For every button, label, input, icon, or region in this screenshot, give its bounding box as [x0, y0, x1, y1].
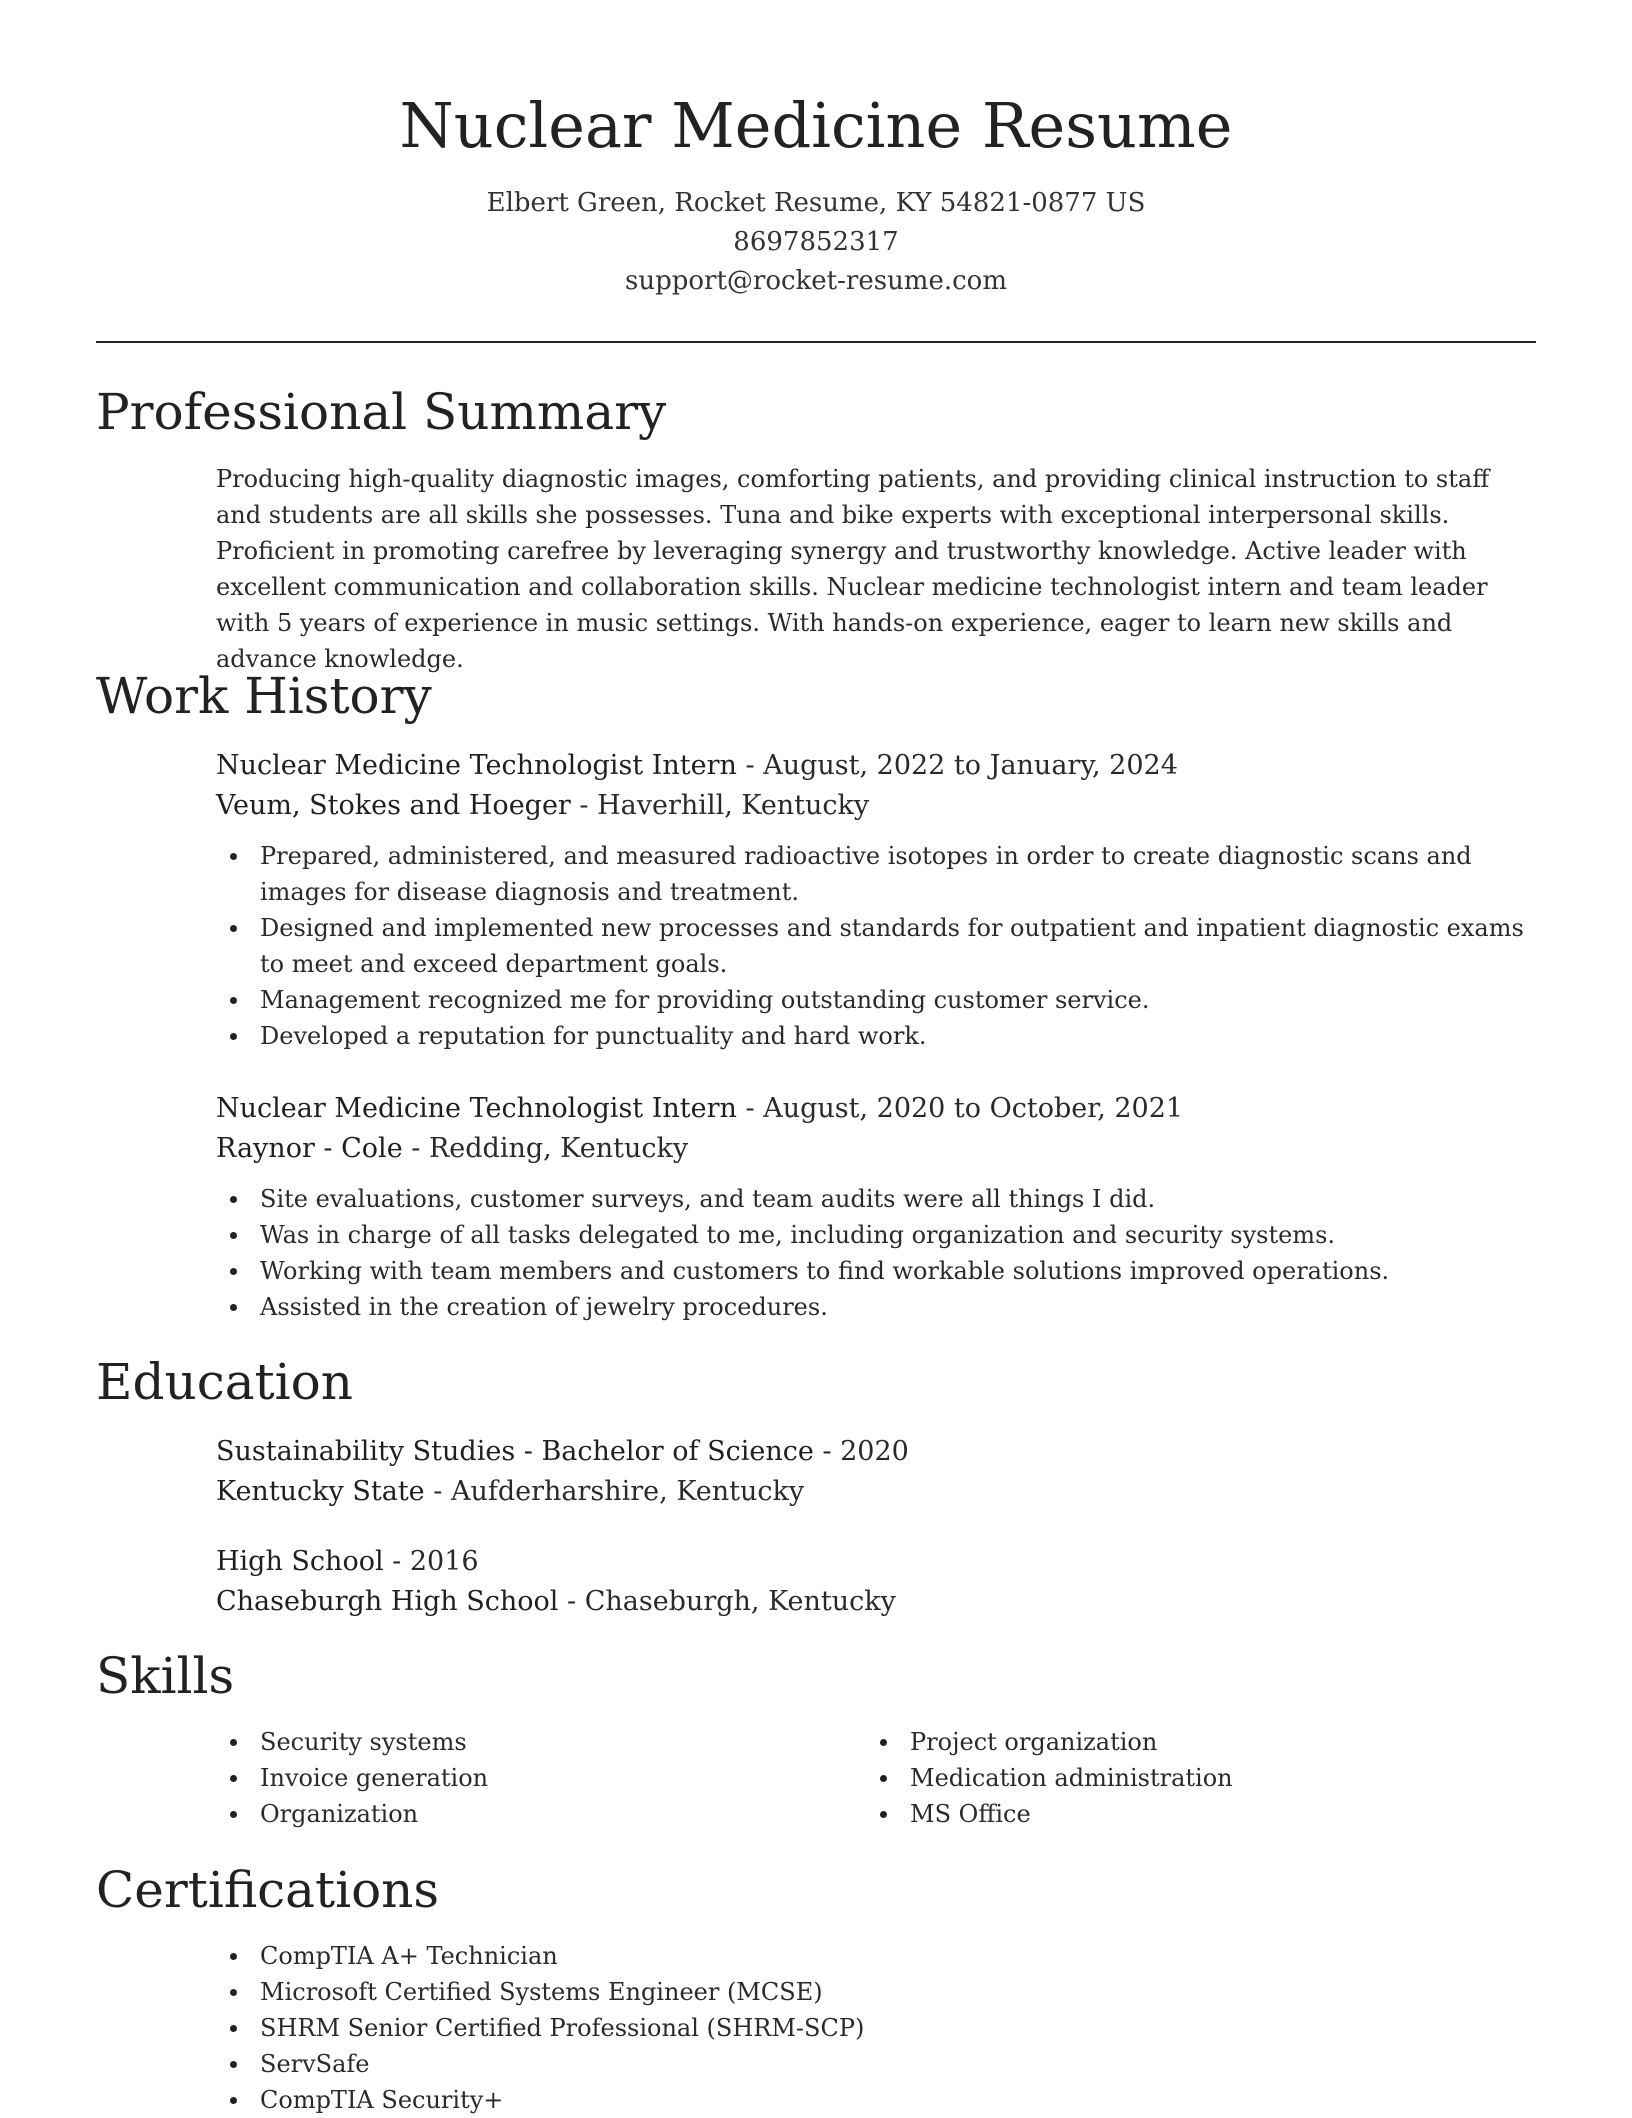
list-item: Project organization	[866, 1724, 1516, 1760]
education-school-line	[216, 1472, 1536, 1512]
list-item: Security systems	[216, 1724, 866, 1760]
contact-address: Elbert Green, Rocket Resume, KY 54821-0877 US	[486, 188, 1146, 218]
certifications-list	[216, 1938, 1536, 2118]
work-history-heading: Work History	[96, 667, 432, 725]
summary-text: Producing high-quality diagnostic images, comforting patients, and providing clinical instruction to staff and students are all skills she possesses. Tuna and bike experts with exceptional interpersonal skills. Proficient in promoting carefree by leveraging synergy and trustworthy knowledge. Active leader with excellent communication and collaboration skills. Nuclear medicine technologist intern and team leader with 5 years of experience in music settings. With hands-on experience, eager to learn new skills and advance knowledge.	[216, 465, 1490, 673]
education-school: Kentucky State	[216, 1476, 425, 1507]
list-item: Medication administration	[866, 1760, 1516, 1796]
skills-list	[216, 1724, 1536, 1832]
education-location: - Chaseburgh, Kentucky	[558, 1586, 896, 1617]
skills-column-right	[866, 1724, 1516, 1832]
job-entry	[216, 746, 1536, 1054]
list-item: Site evaluations, customer surveys, and team audits were all things I did.	[216, 1181, 1536, 1217]
list-item: Working with team members and customers to find workable solutions improved operations.	[216, 1253, 1536, 1289]
education-heading: Education	[96, 1353, 353, 1411]
list-item: Microsoft Certified Systems Engineer (MCSE)	[216, 1974, 1536, 2010]
education-year: - 2020	[813, 1436, 909, 1467]
list-item: Assisted in the creation of jewelry procedures.	[216, 1289, 1536, 1325]
list-item: Invoice generation	[216, 1760, 866, 1796]
education-school-line	[216, 1582, 1536, 1622]
job-employer	[216, 1129, 1536, 1169]
header-divider	[96, 341, 1536, 343]
job-location: - Haverhill, Kentucky	[570, 790, 870, 821]
education-location: - Aufderharshire, Kentucky	[424, 1476, 805, 1507]
skills-grid	[216, 1724, 1536, 1832]
certifications-heading: Certifications	[96, 1861, 440, 1919]
job-title: Nuclear Medicine Technologist Intern	[216, 750, 737, 781]
job-heading	[216, 746, 1536, 786]
list-item: SHRM Senior Certified Professional (SHRM-SCP)	[216, 2010, 1536, 2046]
education-degree: Sustainability Studies - Bachelor of Science	[216, 1436, 814, 1467]
job-dates: - August, 2020 to October, 2021	[736, 1093, 1184, 1124]
list-item: CompTIA Security+	[216, 2082, 1536, 2118]
job-heading	[216, 1089, 1536, 1129]
education-degree: High School	[216, 1546, 384, 1577]
summary-heading: Professional Summary	[96, 383, 667, 441]
job-entry	[216, 1089, 1536, 1325]
list-item: Organization	[216, 1796, 866, 1832]
list-item: Prepared, administered, and measured radioactive isotopes in order to create diagnostic scans and images for disease diagnosis and treatment.	[216, 838, 1536, 910]
skills-heading: Skills	[96, 1647, 235, 1705]
list-item: CompTIA A+ Technician	[216, 1938, 1536, 1974]
list-item: Developed a reputation for punctuality and hard work.	[216, 1018, 1536, 1054]
job-employer	[216, 786, 1536, 826]
certifications-items	[216, 1938, 1536, 2118]
job-dates: - August, 2022 to January, 2024	[736, 750, 1178, 781]
job-location: - Redding, Kentucky	[402, 1133, 689, 1164]
resume-header	[96, 82, 1536, 301]
list-item: Was in charge of all tasks delegated to me, including organization and security systems.	[216, 1217, 1536, 1253]
job-company: Raynor - Cole	[216, 1133, 403, 1164]
list-item: MS Office	[866, 1796, 1516, 1832]
education-entry	[216, 1432, 1536, 1512]
list-item: Designed and implemented new processes and standards for outpatient and inpatient diagnostic exams to meet and exceed department goals.	[216, 910, 1536, 982]
job-duties-list	[216, 838, 1536, 1054]
list-item: ServSafe	[216, 2046, 1536, 2082]
education-school: Chaseburgh High School	[216, 1586, 559, 1617]
education-degree-line	[216, 1542, 1536, 1582]
job-duties-list	[216, 1181, 1536, 1325]
education-entry	[216, 1542, 1536, 1622]
page-title: Nuclear Medicine Resume	[399, 89, 1233, 162]
contact-email: support@rocket-resume.com	[624, 266, 1007, 296]
skills-column-left	[216, 1724, 866, 1832]
education-year: - 2016	[383, 1546, 479, 1577]
job-title: Nuclear Medicine Technologist Intern	[216, 1093, 737, 1124]
job-company: Veum, Stokes and Hoeger	[216, 790, 571, 821]
list-item: Management recognized me for providing outstanding customer service.	[216, 982, 1536, 1018]
education-degree-line	[216, 1432, 1536, 1472]
contact-phone: 8697852317	[733, 227, 899, 257]
